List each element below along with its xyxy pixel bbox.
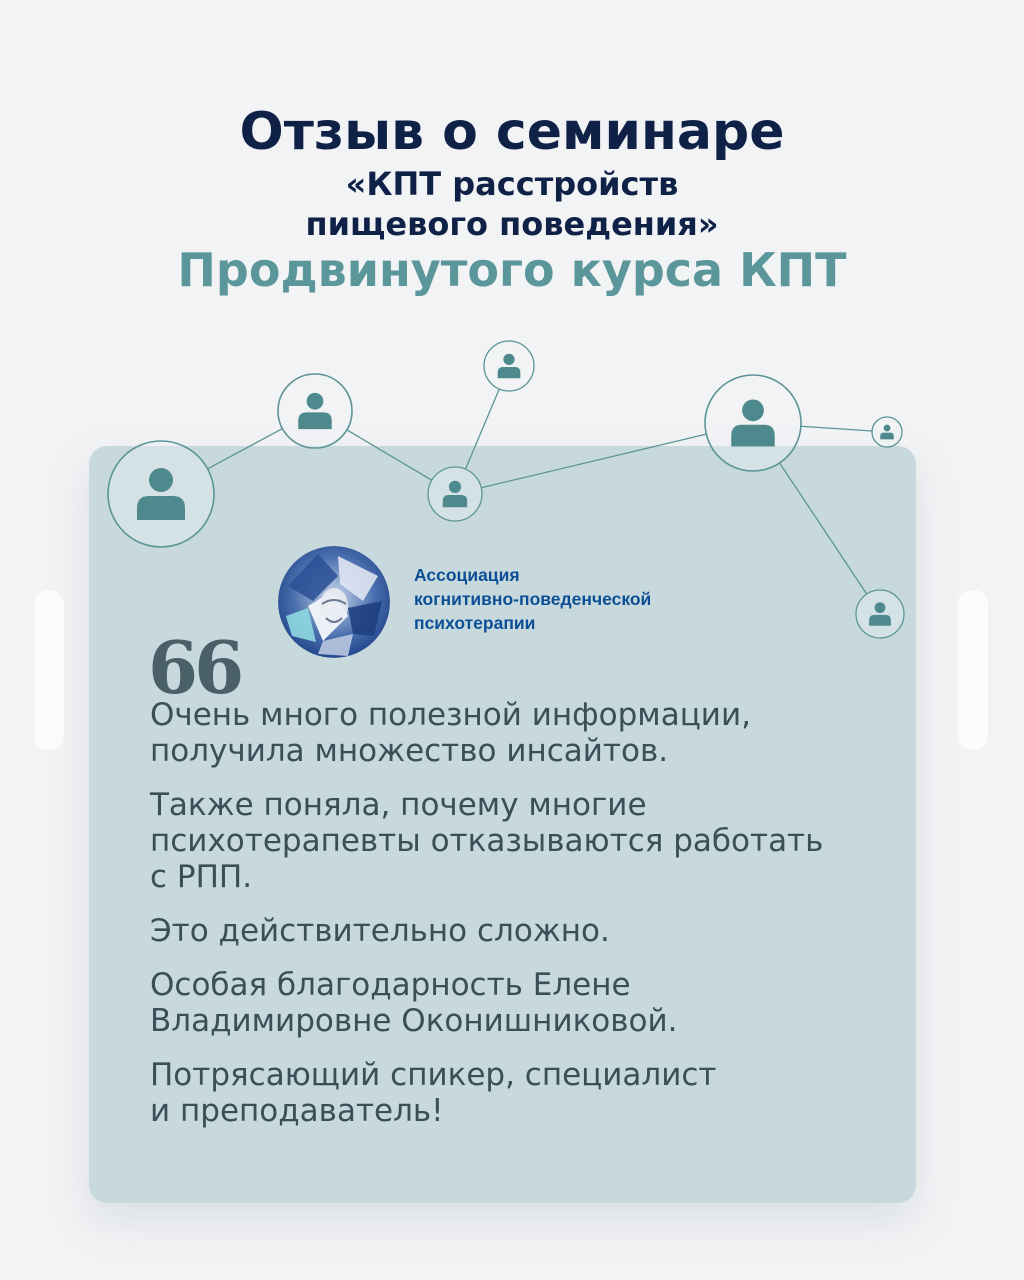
- association-name: [414, 563, 744, 635]
- title-line-2: «КПТ расстройств: [345, 165, 679, 203]
- decorative-ghost-right: [958, 590, 988, 750]
- review-line: Владимировне Оконишниковой.: [150, 1003, 678, 1039]
- review-paragraph: [150, 787, 890, 895]
- review-paragraph: [150, 1057, 890, 1129]
- person-icon: [872, 417, 902, 447]
- person-icon: [278, 374, 352, 448]
- quote-icon: 66: [148, 625, 241, 710]
- review-line: и преподаватель!: [150, 1093, 444, 1129]
- association-name-line: когнитивно-поведенческой: [414, 589, 652, 609]
- review-line: получила множество инсайтов.: [150, 733, 669, 769]
- review-paragraph: [150, 913, 890, 949]
- review-line: Это действительно сложно.: [150, 913, 610, 949]
- review-line: Особая благодарность Елене: [150, 967, 631, 1003]
- association-name-line: психотерапии: [414, 613, 536, 633]
- association-name-line: Ассоциация: [414, 565, 520, 585]
- review-line: Очень много полезной информации,: [150, 697, 751, 733]
- review-line: психотерапевты отказываются работать: [150, 823, 824, 859]
- network-connection: [801, 426, 872, 431]
- decorative-ghost-left: [34, 590, 64, 750]
- review-paragraph: [150, 697, 890, 769]
- title-line-3: пищевого поведения»: [305, 205, 719, 243]
- review-text: [150, 697, 890, 1147]
- association-logo: [278, 546, 390, 658]
- review-paragraph: [150, 967, 890, 1039]
- review-line: Также поняла, почему многие: [150, 787, 647, 823]
- review-line: с РПП.: [150, 859, 253, 895]
- title-line-4: Продвинутого курса КПТ: [177, 243, 847, 297]
- person-icon: [484, 341, 534, 391]
- title-line-1: Отзыв о семинаре: [239, 102, 785, 162]
- review-line: Потрясающий спикер, специалист: [150, 1057, 717, 1093]
